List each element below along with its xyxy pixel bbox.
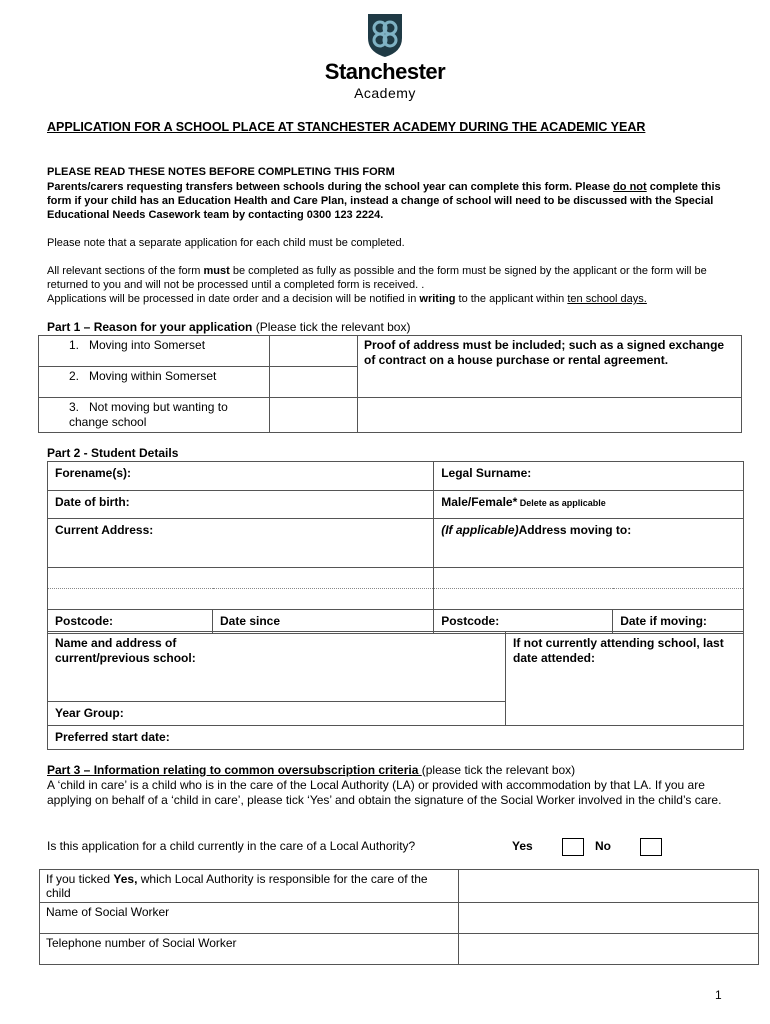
student-details-table (47, 461, 744, 634)
address-moving-field[interactable] (434, 519, 744, 568)
part2-heading: Part 2 - Student Details (47, 446, 179, 460)
page-number: 1 (715, 988, 722, 1002)
local-authority-label (40, 870, 459, 903)
start-date-field[interactable]: Preferred start date: (48, 726, 744, 750)
gender-field[interactable] (434, 491, 744, 519)
proc-b: to the applicant within (455, 293, 568, 305)
postcode-field[interactable]: Postcode: (48, 610, 213, 634)
part3-section (47, 763, 747, 808)
yes-checkbox[interactable] (562, 838, 584, 856)
forename-field[interactable]: Forename(s): (48, 462, 434, 491)
if-applicable-label: (If applicable) (441, 523, 519, 537)
year-group-field[interactable]: Year Group: (48, 702, 506, 726)
care-question: Is this application for a child currently in the care of a Local Authority? (47, 839, 416, 853)
notes-heading: PLEASE READ THESE NOTES BEFORE COMPLETING THIS FORM (47, 166, 395, 178)
row1-a: If you ticked (46, 872, 114, 886)
social-worker-name-field[interactable] (459, 903, 759, 934)
school-name-field[interactable] (48, 632, 506, 702)
address-moving-line-1[interactable] (434, 568, 744, 589)
all-must: must (203, 265, 230, 277)
social-worker-phone-field[interactable] (459, 934, 759, 965)
date-since-field[interactable]: Date since (213, 610, 434, 634)
surname-field[interactable]: Legal Surname: (434, 462, 744, 491)
option-moving-into: 1. Moving into Somerset (39, 336, 270, 367)
notes-line1: Parents/carers requesting transfers between schools during the school year can complete this form. Please (47, 181, 614, 193)
local-authority-field[interactable] (459, 870, 759, 903)
proc-days: ten school days. (567, 293, 647, 305)
dob-field[interactable]: Date of birth: (48, 491, 434, 519)
social-worker-name-label: Name of Social Worker (40, 903, 459, 934)
postcode-moving-field[interactable]: Postcode: (434, 610, 613, 634)
yes-label: Yes (512, 839, 533, 853)
empty-cell (358, 398, 742, 433)
no-checkbox[interactable] (640, 838, 662, 856)
option-moving-within: 2. Moving within Somerset (39, 367, 270, 398)
address-line-1[interactable] (48, 568, 434, 589)
current-address-field[interactable]: Current Address: (48, 519, 434, 568)
social-worker-phone-label: Telephone number of Social Worker (40, 934, 459, 965)
proc-writing: writing (419, 293, 456, 305)
brand-name: Stanchester (324, 59, 446, 84)
brand-subtitle: Academy (354, 85, 416, 101)
notes-body (47, 180, 727, 222)
school-table (47, 631, 744, 750)
all-b: be completed as fully as possible and the form must be signed by the applicant or the form will be returned to you and will not be processed until a completed form is received. . (47, 265, 707, 291)
part1-title: Part 1 – Reason for your application (47, 320, 253, 334)
processing-note (47, 264, 737, 306)
row1-b: which Local Authority is responsible for the care of the child (46, 872, 428, 900)
gender-note: Delete as applicable (517, 498, 606, 508)
proc-a: Applications will be processed in date order and a decision will be notified in (47, 293, 420, 305)
part1-heading (47, 320, 410, 334)
part3-title: Part 3 – Information relating to common oversubscription criteria (47, 763, 422, 777)
tick-box-2[interactable] (270, 367, 358, 398)
part3-hint: (please tick the relevant box) (421, 763, 576, 777)
no-label: No (595, 839, 611, 853)
school-name-label: Name and address of current/previous school: (55, 636, 196, 665)
row1-yes: Yes, (113, 872, 138, 886)
option-not-moving: 3. Not moving but wanting to change school (39, 398, 270, 433)
reason-table (38, 335, 742, 433)
tick-box-1[interactable] (270, 336, 358, 367)
address-moving-line-2[interactable] (434, 589, 744, 610)
notes-do-not: do not (613, 181, 647, 193)
form-title: APPLICATION FOR A SCHOOL PLACE AT STANCHESTER ACADEMY DURING THE ACADEMIC YEAR (47, 120, 646, 134)
tick-box-3[interactable] (270, 398, 358, 433)
gender-label: Male/Female* (441, 495, 518, 509)
notes-line2: complete this form if your child has an Education Health and Care Plan, instead a change of school will need to be discussed with the Special Educational Needs Casework team by contacting 0300 123 2224. (47, 181, 721, 221)
proof-note: Proof of address must be included; such as a signed exchange of contract on a house purchase or rental agreement. (358, 336, 742, 398)
separate-application-note: Please note that a separate application for each child must be completed. (47, 237, 405, 249)
date-moving-field[interactable]: Date if moving: (613, 610, 744, 634)
all-a: All relevant sections of the form (47, 265, 204, 277)
part3-body: A ‘child in care’ is a child who is in the care of the Local Authority (LA) or provided with accommodation by that LA. If you are applying on behalf of a ‘child in care’, please tick ‘Yes’ and obtain the signature of the Social Worker involved in the child’s care. (47, 778, 722, 807)
last-date-field[interactable]: If not currently attending school, last date attended: (506, 632, 744, 726)
address-line-2[interactable] (48, 589, 434, 610)
school-crest-icon (366, 12, 404, 58)
part1-hint: (Please tick the relevant box) (252, 320, 411, 334)
address-moving-label: Address moving to: (518, 523, 632, 537)
social-worker-table (39, 869, 759, 965)
